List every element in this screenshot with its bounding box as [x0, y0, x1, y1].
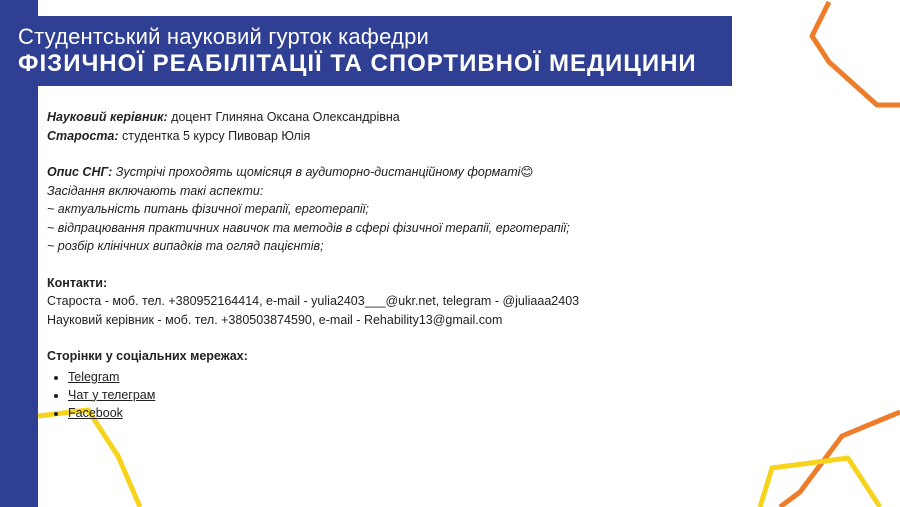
- description-label: Опис СНГ:: [47, 165, 113, 179]
- contacts-title: Контакти:: [47, 275, 108, 290]
- content-body: [47, 108, 747, 422]
- telegram-chat-link[interactable]: Чат у телеграм: [68, 387, 156, 402]
- aspects-title: Засідання включають такі аспекти:: [47, 183, 264, 198]
- supervisor-label: Науковий керівник:: [47, 110, 168, 124]
- head-student-label: Староста:: [47, 128, 119, 143]
- contact-line-head-student: Староста - моб. тел. +380952164414, e-mail - yulia2403___@ukr.net, telegram - @juliaaa2403: [47, 294, 580, 308]
- aspect-item: ~ розбір клінічних випадків та огляд пацієнтів;: [47, 239, 324, 253]
- list-item: [68, 368, 747, 386]
- telegram-link[interactable]: Telegram: [68, 369, 120, 384]
- head-student-value: студентка 5 курсу Пивовар Юлія: [118, 128, 311, 143]
- aspect-item: ~ актуальність питань фізичної терапії, ерготерапії;: [47, 202, 369, 216]
- contact-line-supervisor: Науковий керівник - моб. тел. +380503874590, e-mail - Rehability13@gmail.com: [47, 312, 503, 327]
- aspect-item: ~ відпрацювання практичних навичок та методів в сфері фізичної терапії, ерготерапії;: [47, 220, 570, 235]
- title-line-2: ФІЗИЧНОЇ РЕАБІЛІТАЦІЇ ТА СПОРТИВНОЇ МЕДИЦИНИ: [18, 50, 697, 77]
- supervisor-line: [47, 108, 747, 127]
- supervisor-value: доцент Глиняна Оксана Олександрівна: [167, 110, 400, 124]
- social-links-list: [47, 368, 747, 422]
- list-item: [68, 386, 747, 404]
- list-item: [68, 404, 747, 422]
- facebook-link[interactable]: Facebook: [68, 405, 123, 420]
- head-student-line: [47, 127, 747, 146]
- description-line: [47, 163, 747, 182]
- title-line-1: Студентський науковий гурток кафедри: [18, 24, 430, 49]
- social-title: Сторінки у соціальних мережах:: [47, 349, 248, 363]
- bottom-left-yellow-stroke: [38, 410, 140, 507]
- top-right-orange-stroke: [812, 2, 900, 105]
- description-intro: Зустрічі проходять щомісяця в аудиторно-дистанційному форматі😊: [112, 165, 534, 179]
